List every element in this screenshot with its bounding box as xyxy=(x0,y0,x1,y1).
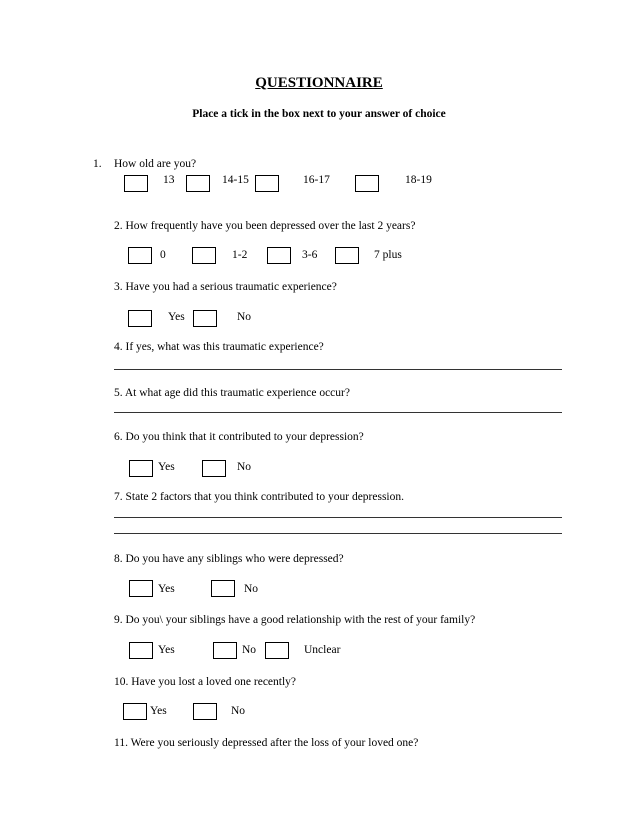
q10-checkbox-yes[interactable] xyxy=(123,703,147,720)
q6-checkbox-no[interactable] xyxy=(202,460,226,477)
q9-option-yes: Yes xyxy=(158,644,175,656)
q9-option-no: No xyxy=(242,644,257,656)
q2-option-7-plus: 7 plus xyxy=(374,249,402,261)
q3-checkbox-yes[interactable] xyxy=(128,310,152,327)
q5-answer-line[interactable] xyxy=(114,412,562,413)
q4-answer-line[interactable] xyxy=(114,369,562,370)
q10-option-yes: Yes xyxy=(150,705,167,717)
q1-option-13: 13 xyxy=(163,174,175,186)
q6-checkbox-yes[interactable] xyxy=(129,460,153,477)
q1-text: How old are you? xyxy=(114,158,197,170)
q1-option-16-17: 16-17 xyxy=(303,174,330,186)
instructions: Place a tick in the box next to your answer of choice xyxy=(192,108,446,120)
q7-answer-line-1[interactable] xyxy=(114,517,562,518)
q7-text: 7. State 2 factors that you think contributed to your depression. xyxy=(114,491,404,503)
q2-checkbox-1-2[interactable] xyxy=(192,247,216,264)
q2-checkbox-0[interactable] xyxy=(128,247,152,264)
q6-option-no: No xyxy=(237,461,252,473)
q1-number: 1. xyxy=(93,158,102,170)
q2-option-1-2: 1-2 xyxy=(232,249,248,261)
q8-option-yes: Yes xyxy=(158,583,175,595)
q2-option-3-6: 3-6 xyxy=(302,249,318,261)
q8-option-no: No xyxy=(244,583,259,595)
q7-answer-line-2[interactable] xyxy=(114,533,562,534)
q11-text: 11. Were you seriously depressed after the loss of your loved one? xyxy=(114,737,419,749)
q3-text: 3. Have you had a serious traumatic experience? xyxy=(114,281,337,293)
q2-option-0: 0 xyxy=(160,249,166,261)
q1-checkbox-14-15[interactable] xyxy=(186,175,210,192)
q3-checkbox-no[interactable] xyxy=(193,310,217,327)
q8-text: 8. Do you have any siblings who were depressed? xyxy=(114,553,344,565)
q1-checkbox-18-19[interactable] xyxy=(355,175,379,192)
q6-text: 6. Do you think that it contributed to your depression? xyxy=(114,431,364,443)
q9-checkbox-no[interactable] xyxy=(213,642,237,659)
page-title: QUESTIONNAIRE xyxy=(255,75,383,91)
q8-checkbox-no[interactable] xyxy=(211,580,235,597)
q4-text: 4. If yes, what was this traumatic experience? xyxy=(114,341,324,353)
q10-checkbox-no[interactable] xyxy=(193,703,217,720)
q9-checkbox-yes[interactable] xyxy=(129,642,153,659)
q9-text: 9. Do you\ your siblings have a good relationship with the rest of your family? xyxy=(114,614,476,626)
q2-checkbox-3-6[interactable] xyxy=(267,247,291,264)
q5-text: 5. At what age did this traumatic experience occur? xyxy=(114,387,350,399)
q10-option-no: No xyxy=(231,705,246,717)
q8-checkbox-yes[interactable] xyxy=(129,580,153,597)
q2-text: 2. How frequently have you been depressed over the last 2 years? xyxy=(114,220,416,232)
q1-option-18-19: 18-19 xyxy=(405,174,432,186)
q3-option-yes: Yes xyxy=(168,311,185,323)
q10-text: 10. Have you lost a loved one recently? xyxy=(114,676,297,688)
q1-checkbox-13[interactable] xyxy=(124,175,148,192)
q9-option-unclear: Unclear xyxy=(304,644,341,656)
q6-option-yes: Yes xyxy=(158,461,175,473)
q3-option-no: No xyxy=(237,311,252,323)
q2-checkbox-7-plus[interactable] xyxy=(335,247,359,264)
q1-option-14-15: 14-15 xyxy=(222,174,249,186)
q1-checkbox-16-17[interactable] xyxy=(255,175,279,192)
q9-checkbox-unclear[interactable] xyxy=(265,642,289,659)
